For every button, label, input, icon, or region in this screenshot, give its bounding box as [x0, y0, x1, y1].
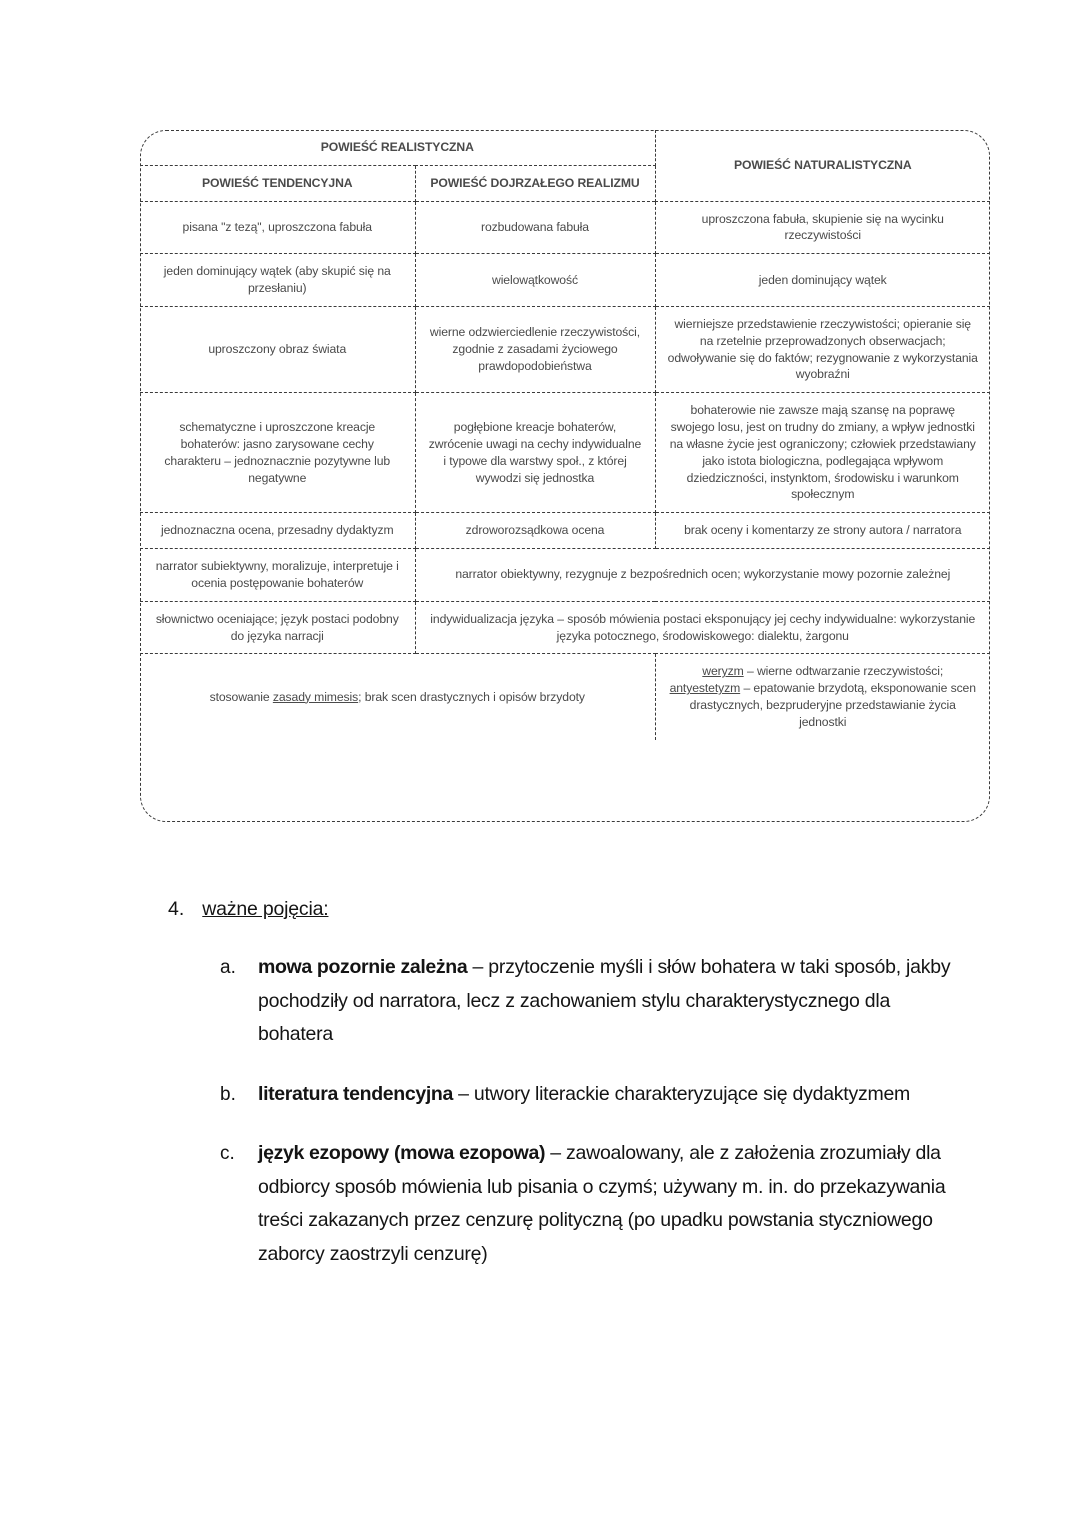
cell-merged-realism-naturalism: indywidualizacja języka – sposób mówienia postaci eksponujący jej cechy indywidualne: wykorzystanie języka potocznego, środowiskowego: dialektu, żargonu — [415, 601, 990, 654]
cell-merged-realistic-final — [140, 654, 655, 740]
notes-heading-number: 4. — [168, 898, 185, 920]
cell-tendentious: jednoznaczna ocena, przesadny dydaktyzm — [140, 513, 415, 549]
list-item-marker: c. — [220, 1143, 235, 1165]
notes-heading-text: ważne pojęcia: — [202, 898, 329, 920]
table-row-merged-right — [140, 601, 990, 654]
list-item-body — [258, 1078, 910, 1112]
cell-naturalistic: wierniejsze przedstawienie rzeczywistości; opieranie się na rzetelnie przeprowadzonych obserwacjach; odwoływanie się do faktów; rezygnowanie z wykorzystania wyobraźni — [655, 306, 990, 392]
cell-naturalistic: jeden dominujący wątek — [655, 254, 990, 307]
cell-mature-realism: zdroworozsądkowa ocena — [415, 513, 655, 549]
table-row — [140, 306, 990, 392]
list-item-term: język ezopowy (mowa ezopowa) — [258, 1142, 546, 1165]
comparison-table — [140, 130, 990, 740]
cell-naturalistic: uproszczona fabuła, skupienie się na wycinku rzeczywistości — [655, 201, 990, 254]
list-item-term: literatura tendencyjna — [258, 1082, 453, 1105]
notes-section — [168, 898, 1008, 1297]
table-row — [140, 254, 990, 307]
weryzm-definition: – wierne odtwarzanie rzeczywistości; — [743, 664, 944, 679]
list-item-body — [258, 1137, 958, 1271]
table-row — [140, 201, 990, 254]
header-mature-realism-novel: POWIEŚĆ DOJRZAŁEGO REALIZMU — [415, 165, 655, 201]
list-item-marker: b. — [220, 1083, 236, 1105]
cell-naturalistic: bohaterowie nie zawsze mają szansę na poprawę swojego losu, jest on trudny do zmiany, a wpływ jednostki na własne życie jest ograniczony; człowiek przedstawiany jako istota biologiczna, podlegająca wpływom dziedziczności, instynktom, środowisku i warunkom społecznym — [655, 393, 990, 513]
mimesis-suffix: ; brak scen drastycznych i opisów brzydoty — [358, 689, 585, 704]
cell-mature-realism: rozbudowana fabuła — [415, 201, 655, 254]
table-row-major-header — [140, 130, 990, 165]
list-item-term: mowa pozornie zależna — [258, 956, 468, 978]
list-item-marker: a. — [220, 957, 236, 978]
mimesis-prefix: stosowanie — [209, 689, 273, 704]
cell-naturalistic-final — [655, 654, 990, 740]
list-item — [220, 1137, 1008, 1271]
cell-mature-realism: wierne odzwierciedlenie rzeczywistości, zgodnie z zasadami życiowego prawdopodobieństwa — [415, 306, 655, 392]
antyestetyzm-definition: – epatowanie brzydotą, eksponowanie scen drastycznych, bezpruderyjne przedstawianie życia jednostki — [689, 681, 976, 729]
cell-mature-realism: pogłębione kreacje bohaterów, zwrócenie uwagi na cechy indywidualne i typowe dla warstwy społ., z której wywodzi się jednostka — [415, 393, 655, 513]
cell-naturalistic: brak oceny i komentarzy ze strony autora / narratora — [655, 513, 990, 549]
table-row — [140, 393, 990, 513]
table-row-final — [140, 654, 990, 740]
cell-merged-realism-naturalism: narrator obiektywny, rezygnuje z bezpośrednich ocen; wykorzystanie mowy pozornie zależnej — [415, 549, 990, 602]
list-item-definition: – zawoalowany, ale z założenia zrozumiały dla odbiorcy sposób mówienia lub pisania o czymś; używany m. in. do przekazywania treści zakazanych przez cenzurę polityczną (po upadku powstania styczniowego zaborcy zaostrzyli cenzurę) — [258, 1142, 946, 1265]
header-naturalistic-novel: POWIEŚĆ NATURALISTYCZNA — [655, 130, 990, 201]
comparison-table-container — [140, 130, 990, 740]
header-tendentious-novel: POWIEŚĆ TENDENCYJNA — [140, 165, 415, 201]
cell-tendentious: jeden dominujący wątek (aby skupić się na przesłaniu) — [140, 254, 415, 307]
mimesis-underlined-term: zasady mimesis — [272, 689, 359, 704]
list-item-definition: – przytoczenie myśli i słów bohatera w taki sposób, jakby pochodziły od narratora, lecz z zachowaniem stylu charakterystycznego dla bohatera — [258, 956, 951, 1046]
weryzm-term: weryzm — [702, 664, 744, 679]
cell-mature-realism: wielowątkowość — [415, 254, 655, 307]
notes-heading — [168, 898, 1008, 921]
cell-tendentious: narrator subiektywny, moralizuje, interpretuje i ocenia postępowanie bohaterów — [140, 549, 415, 602]
antyestetyzm-term: antyestetyzm — [669, 681, 741, 696]
cell-tendentious: uproszczony obraz świata — [140, 306, 415, 392]
table-row — [140, 513, 990, 549]
list-item-body — [258, 951, 958, 1052]
list-item — [220, 1078, 1008, 1112]
cell-tendentious: pisana "z tezą", uproszczona fabuła — [140, 201, 415, 254]
header-realistic-novel: POWIEŚĆ REALISTYCZNA — [140, 130, 655, 165]
table-row-merged-right — [140, 549, 990, 602]
cell-tendentious: słownictwo oceniające; język postaci podobny do języka narracji — [140, 601, 415, 654]
list-item-definition: – utwory literackie charakteryzujące się dydaktyzmem — [452, 1082, 911, 1105]
list-item — [220, 951, 1008, 1052]
cell-tendentious: schematyczne i uproszczone kreacje bohaterów: jasno zarysowane cechy charakteru – jednoznacznie pozytywne lub negatywne — [140, 393, 415, 513]
